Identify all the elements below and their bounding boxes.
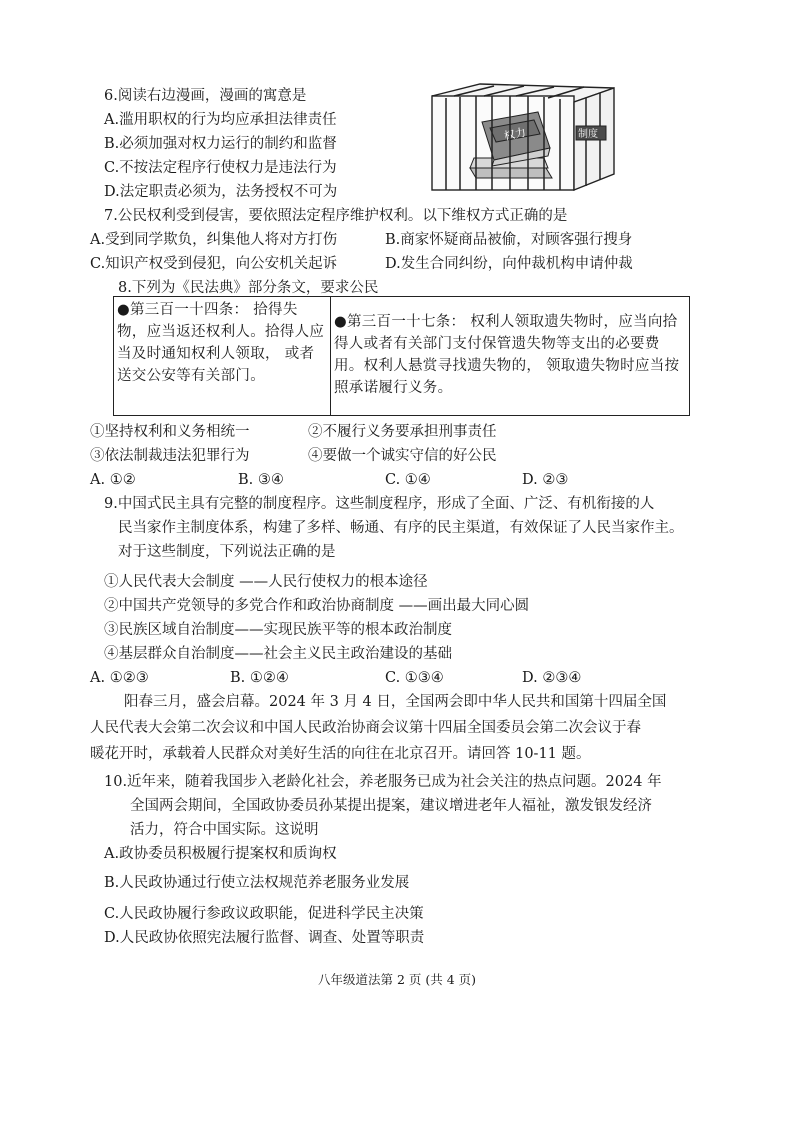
article-314: ●第三百一十四条： 拾得失物，应当返还权利人。拾得人应当及时通知权利人领取， 或者送交公安等有关部门。 bbox=[117, 302, 325, 384]
q8-statement-4: ④要做一个诚实守信的好公民 bbox=[308, 448, 497, 464]
q6-stem: 6.阅读右边漫画，漫画的寓意是 bbox=[104, 88, 307, 104]
intro-line-2: 人民代表大会第二次会议和中国人民政治协商会议第十四届全国委员会第二次会议于春 bbox=[90, 720, 641, 736]
power-cage-comic bbox=[424, 82, 620, 194]
q10-option-d: D.人民政协依照宪法履行监督、调查、处置等职责 bbox=[104, 930, 425, 946]
q7-option-d: D.发生合同纠纷，向仲裁机构申请仲裁 bbox=[385, 256, 633, 272]
q8-option-a: A. ①② bbox=[90, 472, 136, 488]
q9-statement-4: ④基层群众自治制度——社会主义民主政治建设的基础 bbox=[104, 646, 452, 662]
q8-statement-2: ②不履行义务要承担刑事责任 bbox=[308, 424, 497, 440]
q9-stem-line-2: 民当家作主制度体系，构建了多样、畅通、有序的民主渠道，有效保证了人民当家作主。 bbox=[118, 520, 684, 536]
q10-stem-line-1: 10.近年来，随着我国步入老龄化社会，养老服务已成为社会关注的热点问题。2024 年 bbox=[104, 774, 662, 790]
q10-option-c: C.人民政协履行参政议政职能，促进科学民主决策 bbox=[104, 906, 424, 922]
q9-stem-line-3: 对于这些制度，下列说法正确的是 bbox=[118, 544, 336, 560]
q9-option-d: D. ②③④ bbox=[522, 670, 582, 686]
q8-statement-3: ③依法制裁违法犯罪行为 bbox=[90, 448, 250, 464]
civil-code-articles-table bbox=[113, 296, 690, 416]
q9-statement-2: ②中国共产党领导的多党合作和政治协商制度 ——画出最大同心圆 bbox=[104, 598, 530, 614]
q9-stem-line-1: 9.中国式民主具有完整的制度程序。这些制度程序，形成了全面、广泛、有机衔接的人 bbox=[104, 496, 655, 512]
comic-book-label: 权力 bbox=[502, 125, 528, 143]
q8-stem: 8.下列为《民法典》部分条文，要求公民 bbox=[118, 280, 379, 296]
page-footer: 八年级道法第 2 页 (共 4 页) bbox=[318, 972, 477, 987]
q8-option-b: B. ③④ bbox=[238, 472, 284, 488]
q10-stem-line-3: 活力，符合中国实际。这说明 bbox=[130, 822, 319, 838]
intro-line-3: 暖花开时，承载着人民群众对美好生活的向往在北京召开。请回答 10-11 题。 bbox=[90, 746, 591, 762]
q10-option-a: A.政协委员积极履行提案权和质询权 bbox=[104, 846, 337, 862]
intro-line-1: 阳春三月，盛会启幕。2024 年 3 月 4 日，全国两会即中华人民共和国第十四届全国 bbox=[124, 694, 667, 710]
q6-option-b: B.必须加强对权力运行的制约和监督 bbox=[104, 136, 337, 152]
table-divider bbox=[330, 297, 331, 415]
q8-statement-1: ①坚持权利和义务相统一 bbox=[90, 424, 250, 440]
q7-option-b: B.商家怀疑商品被偷，对顾客强行搜身 bbox=[385, 232, 633, 248]
q7-option-a: A.受到同学欺负，纠集他人将对方打伤 bbox=[90, 232, 338, 248]
q9-option-c: C. ①③④ bbox=[385, 670, 444, 686]
q10-option-b: B.人民政协通过行使立法权规范养老服务业发展 bbox=[104, 875, 410, 891]
q9-statement-1: ①人民代表大会制度 ——人民行使权力的根本途径 bbox=[104, 574, 428, 590]
article-317: ●第三百一十七条： 权利人领取遗失物时，应当向拾得人或者有关部门支付保管遗失物等支出的必要费用。权利人悬赏寻找遗失物的， 领取遗失物时应当按照承诺履行义务。 bbox=[334, 314, 680, 396]
q6-option-a: A.滥用职权的行为均应承担法律责任 bbox=[104, 112, 337, 128]
q6-option-c: C.不按法定程序行使权力是违法行为 bbox=[104, 160, 337, 176]
q6-option-d: D.法定职责必须为，法务授权不可为 bbox=[104, 184, 338, 200]
q9-statement-3: ③民族区域自治制度——实现民族平等的根本政治制度 bbox=[104, 622, 452, 638]
q7-stem: 7.公民权利受到侵害，要依照法定程序维护权利。以下维权方式正确的是 bbox=[104, 208, 568, 224]
q9-option-b: B. ①②④ bbox=[230, 670, 289, 686]
q10-stem-line-2: 全国两会期间，全国政协委员孙某提出提案，建议增进老年人福祉，激发银发经济 bbox=[130, 798, 652, 814]
comic-sign-label: 制度 bbox=[578, 129, 598, 140]
q9-option-a: A. ①②③ bbox=[90, 670, 149, 686]
q8-option-c: C. ①④ bbox=[385, 472, 431, 488]
q7-option-c: C.知识产权受到侵犯，向公安机关起诉 bbox=[90, 256, 338, 272]
q8-option-d: D. ②③ bbox=[522, 472, 569, 488]
